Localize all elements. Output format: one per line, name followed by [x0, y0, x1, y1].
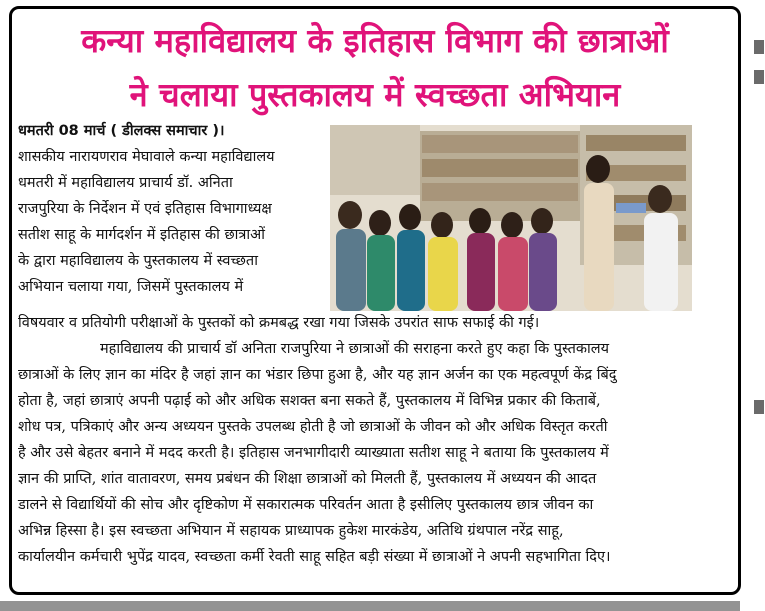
body-line: विषयवार व प्रतियोगी परीक्षाओं के पुस्तकों को क्रमबद्ध रखा गया जिसके उपरांत साफ सफाई की गई। [18, 315, 540, 331]
body-line: शोध पत्र, पत्रिकाएं और अन्य अध्ययन पुस्तके उपलब्ध होती है जो छात्राओं के जीवन को और अधिक विस्तृत करती [18, 419, 608, 435]
edge-mark [754, 70, 764, 84]
body-line: कार्यालयीन कर्मचारी भुपेंद्र यादव, स्वच्छता कर्मी रेवती साहू सहित बड़ी संख्या में छात्राओं ने अपनी सहभागिता दिए। [18, 549, 611, 565]
body-line: के द्वारा महाविद्यालय के पुस्तकालय में स्वच्छता [18, 253, 258, 269]
body-line: ज्ञान की प्राप्ति, शांत वातावरण, समय प्रबंधन की शिक्षा छात्राओं को मिलती हैं, पुस्तकालय में अध्ययन की आदत [18, 471, 597, 487]
adjacent-clipping-text-edge [0, 595, 765, 611]
body-line: धमतरी में महाविद्यालय प्राचार्य डॉ. अनिता [18, 175, 233, 191]
adjacent-clipping-edge [752, 0, 765, 611]
body-line: सतीश साहू के मार्गदर्शन में इतिहास की छात्राओं [18, 227, 265, 243]
body-line: शासकीय नारायणराव मेघावाले कन्या महाविद्यालय [18, 149, 275, 165]
edge-mark [754, 40, 764, 54]
edge-mark [754, 400, 764, 414]
headline-line-1: कन्या महाविद्यालय के इतिहास विभाग की छात्राओं [81, 21, 669, 60]
headline-line-2: ने चलाया पुस्तकालय में स्वच्छता अभियान [129, 75, 621, 114]
body-line: अभिन्न हिस्सा है। इस स्वच्छता अभियान में सहायक प्राध्यापक हुकेश मारकंडेय, अतिथि ग्रंथपाल नरेंद्र साहू, [18, 523, 564, 539]
news-clipping [9, 6, 741, 595]
body-line: है और उसे बेहतर बनाने में मदद करती है। इतिहास जनभागीदारी व्याख्याता सतीश साहू ने बताया कि पुस्तकालय में [18, 445, 609, 461]
body-line: अभियान चलाया गया, जिसमें पुस्तकालय में [18, 279, 244, 295]
body-line: डालने से विद्यार्थियों की सोच और दृष्टिकोण में सकारात्मक परिवर्तन आता है इसीलिए पुस्तकालय छात्र जीवन का [18, 497, 594, 513]
library-cleanup-photo [330, 125, 692, 311]
body-line: राजपुरिया के निर्देशन में एवं इतिहास विभागाध्यक्ष [18, 201, 272, 217]
body-line: छात्राओं के लिए ज्ञान का मंदिर है जहां ज्ञान का भंडार छिपा हुआ है, और यह ज्ञान अर्जन का एक महत्वपूर्ण केंद्र बिंदु [18, 367, 617, 383]
body-line: महाविद्यालय की प्राचार्य डॉ अनिता राजपुरिया ने छात्राओं की सराहना करते हुए कहा कि पुस्तकालय [100, 341, 610, 357]
body-line: होता है, जहां छात्राएं अपनी पढ़ाई को और अधिक सशक्त बना सकते हैं, पुस्तकालय में विभिन्न प्रकार की किताबें, [18, 393, 601, 409]
dateline: धमतरी 08 मार्च ( डीलक्स समाचार )। [18, 123, 225, 139]
